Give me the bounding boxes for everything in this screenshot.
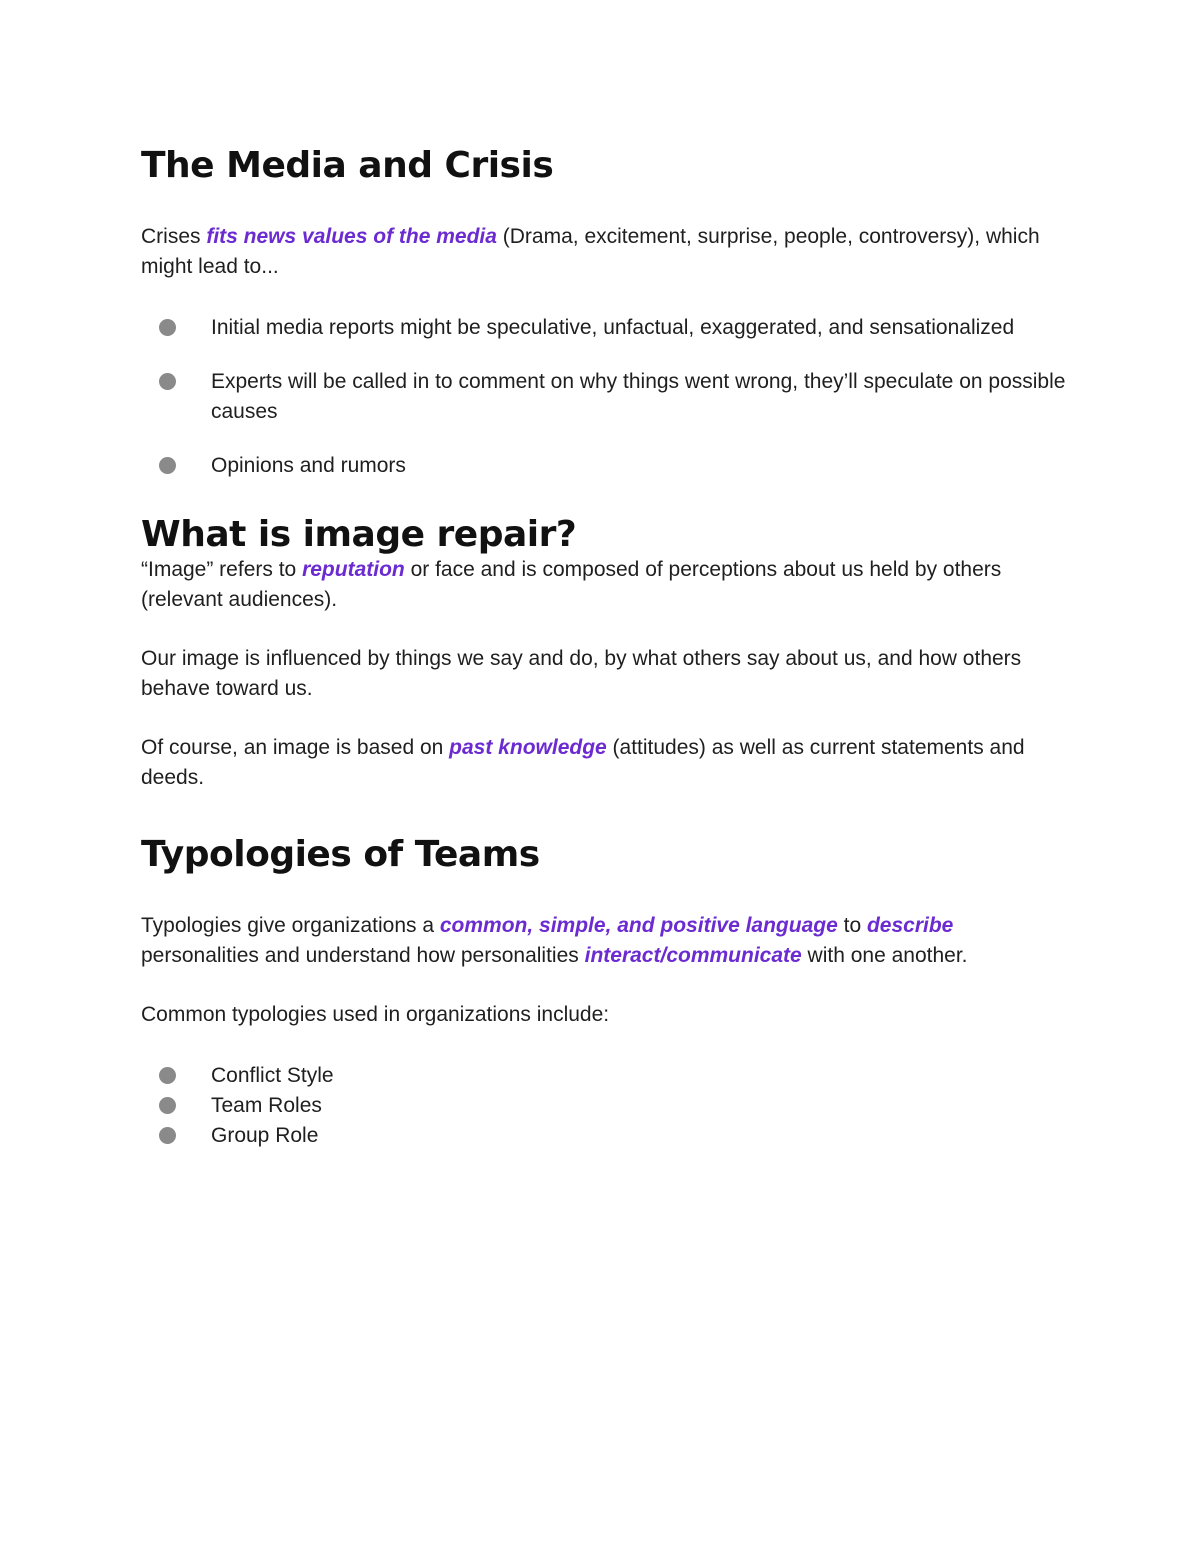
- s3-highlight-2: describe: [866, 914, 954, 937]
- bullet-dot-icon: [159, 1097, 176, 1114]
- bullet-dot-icon: [159, 1067, 176, 1084]
- list-item: [141, 451, 1066, 481]
- crisis-intro-paragraph: [141, 222, 1066, 282]
- image-influence-paragraph: Our image is influenced by things we say and do, by what others say about us, and how others behave toward us.: [141, 647, 1022, 700]
- heading-media-and-crisis: The Media and Crisis: [141, 145, 554, 186]
- bullet-dot-icon: [159, 1127, 176, 1144]
- bullet-dot-icon: [159, 319, 176, 336]
- intro-highlight: fits news values of the media: [206, 225, 497, 248]
- list-item-text: Team Roles: [211, 1094, 322, 1117]
- s3-text-1: Typologies give organizations a: [141, 914, 440, 937]
- list-item-text: Conflict Style: [211, 1064, 334, 1087]
- intro-text-1: Crises: [141, 225, 207, 248]
- list-item-text: Initial media reports might be speculative, unfactual, exaggerated, and sensationalized: [211, 316, 1015, 339]
- s3-highlight-3: interact/communicate: [584, 944, 802, 967]
- p1-text-1: “Image” refers to: [141, 558, 303, 581]
- list-item-text: Experts will be called in to comment on why things went wrong, they’ll speculate on possible causes: [211, 370, 1066, 423]
- s3-highlight-1: common, simple, and positive language: [439, 914, 838, 937]
- common-typologies-paragraph: Common typologies used in organizations include:: [141, 1003, 610, 1026]
- s3-text-2: to: [837, 914, 867, 937]
- typologies-bullet-list: [141, 1061, 1066, 1151]
- intro-text-2: (Drama, excitement, surprise, people, controversy), which might lead to...: [141, 225, 1040, 278]
- s3-text-3: personalities and understand how personalities: [141, 944, 585, 967]
- image-definition-paragraph: [141, 555, 1066, 615]
- p1-text-2: or face and is composed of perceptions about us held by others (relevant audiences).: [141, 558, 1002, 611]
- p3-text-2: (attitudes) as well as current statements and deeds.: [141, 736, 1025, 789]
- list-item: [141, 367, 1066, 427]
- heading-typologies-of-teams: Typologies of Teams: [141, 834, 540, 875]
- list-item: [141, 1121, 1066, 1151]
- list-item-text: Group Role: [211, 1124, 319, 1147]
- list-item: [141, 1061, 1066, 1091]
- document-page: [141, 138, 1066, 1151]
- crisis-bullet-list: [141, 313, 1066, 481]
- p3-highlight: past knowledge: [449, 736, 607, 759]
- p3-text-1: Of course, an image is based on: [141, 736, 450, 759]
- list-item-text: Opinions and rumors: [211, 454, 406, 477]
- list-item: [141, 1091, 1066, 1121]
- list-item: [141, 313, 1066, 343]
- bullet-dot-icon: [159, 457, 176, 474]
- heading-image-repair: What is image repair?: [141, 514, 577, 555]
- s3-text-4: with one another.: [801, 944, 968, 967]
- image-knowledge-paragraph: [141, 733, 1066, 793]
- bullet-dot-icon: [159, 373, 176, 390]
- p1-highlight: reputation: [302, 558, 405, 581]
- typologies-paragraph: [141, 911, 1066, 971]
